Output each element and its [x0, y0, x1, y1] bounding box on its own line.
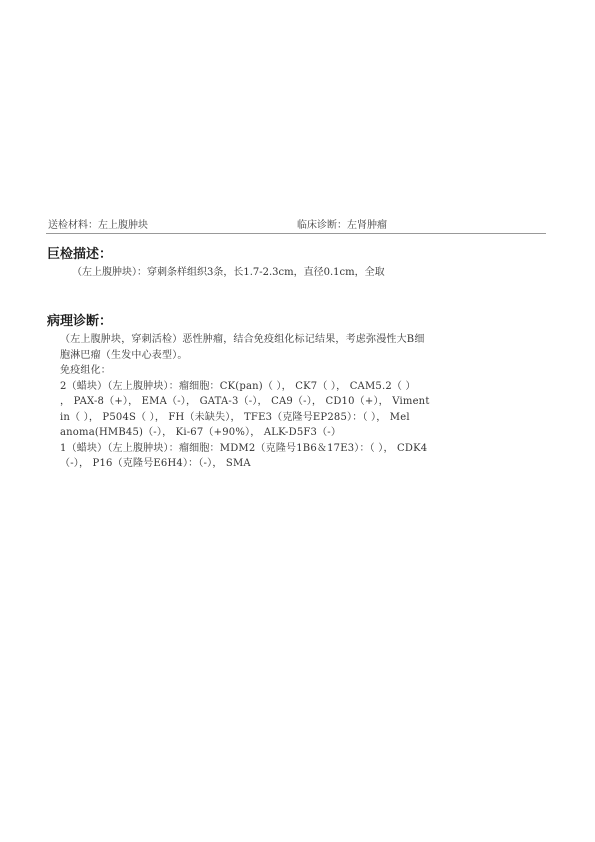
clinical-diagnosis-label: 临床诊断：左肾肿瘤	[297, 220, 387, 231]
diagnosis-line: 1（蜡块）（左上腹肿块）：瘤细胞：MDM2（克隆号1B6＆17E3）：（ ）， CDK4	[60, 442, 428, 454]
header-divider	[46, 233, 546, 234]
specimen-label: 送检材料：左上腹肿块	[48, 220, 148, 231]
gross-description-title: 巨检描述：	[47, 247, 113, 262]
diagnosis-line: 2（蜡块）（左上腹肿块）：瘤细胞：CK(pan)（ ）， CK7（ ）， CAM5.2（ ）	[60, 380, 416, 392]
diagnosis-line: ， PAX-8（+）， EMA（-）， GATA-3（-）， CA9（-）， CD10（+）， Viment	[60, 396, 430, 407]
diagnosis-line: （-）， P16（克隆号E6H4）：（-）， SMA	[60, 458, 251, 469]
pathology-diagnosis-body	[60, 332, 500, 472]
gross-description-text: （左上腹肿块）：穿刺条样组织3条，长1.7-2.3cm，直径0.1cm，全取	[72, 267, 385, 278]
diagnosis-line: （左上腹肿块，穿刺活检）恶性肿瘤，结合免疫组化标记结果，考虑弥漫性大B细	[60, 334, 425, 345]
diagnosis-line: 胞淋巴瘤（生发中心表型）。	[60, 349, 188, 361]
diagnosis-line: 免疫组化：	[60, 365, 111, 376]
pathology-diagnosis-title: 病理诊断：	[47, 314, 113, 329]
diagnosis-line: anoma(HMB45)（-）， Ki-67（+90%）， ALK-D5F3（-）	[60, 427, 342, 438]
diagnosis-line: in（ ）， P504S（ ）， FH（未缺失）， TFE3（克隆号EP285）：（ ）， Mel	[60, 411, 410, 423]
